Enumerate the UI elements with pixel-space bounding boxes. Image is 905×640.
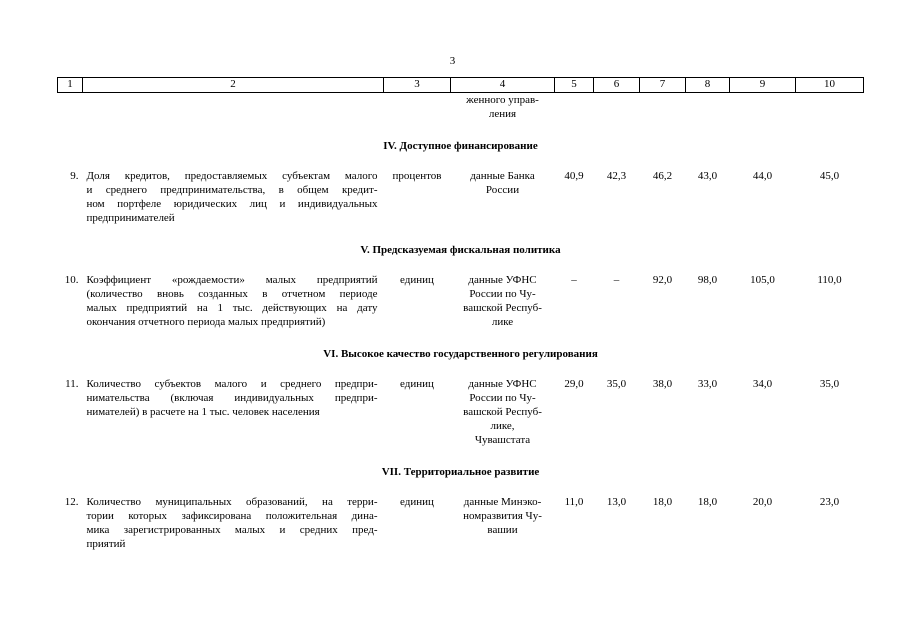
source-line: лике, (490, 420, 515, 432)
value-cell: 35,0 (819, 378, 840, 390)
row-number: 11. (65, 378, 79, 390)
source-line: ления (488, 108, 517, 120)
indicator-row (58, 169, 864, 225)
source-cell (451, 169, 555, 225)
description-line: (количество вновь созданных в отчетном периоде (86, 288, 378, 300)
section-heading-row (58, 121, 864, 169)
source-line: России по Чу- (469, 392, 536, 404)
source-line: женного управ- (466, 94, 539, 106)
value-cell: 18,0 (697, 496, 718, 508)
indicators-table (57, 77, 864, 551)
description-line: окончания отчетного периода малых предприятий) (86, 316, 326, 328)
section-title: IV. Доступное финансирование (383, 140, 538, 152)
indicator-description (83, 169, 384, 225)
value-cell: 43,0 (697, 170, 718, 182)
value-cell: 35,0 (606, 378, 627, 390)
value-cell: 34,0 (752, 378, 773, 390)
value-cell: 44,0 (752, 170, 773, 182)
header-cell: 7 (640, 78, 686, 93)
source-line: России по Чу- (469, 288, 536, 300)
header-cell: 8 (686, 78, 730, 93)
description-line: малых предприятий на 1 тыс. действующих на дату (86, 302, 378, 314)
description-line: тории которых зафиксирована положительная дина- (86, 510, 378, 522)
continuation-source (451, 93, 555, 122)
header-cell: 5 (555, 78, 594, 93)
description-line: предпринимателей (86, 212, 175, 224)
description-line: Коэффициент «рождаемости» малых предприятий (86, 274, 378, 286)
value-cell: 42,3 (606, 170, 627, 182)
section-title: VI. Высокое качество государственного регулирования (323, 348, 598, 360)
source-line: вашской Респуб- (463, 302, 542, 314)
header-cell: 4 (451, 78, 555, 93)
source-line: данные УФНС (468, 378, 537, 390)
source-line: России (485, 184, 520, 196)
source-line: номразвития Чу- (463, 510, 542, 522)
row-number: 10. (64, 274, 79, 286)
value-cell: 110,0 (817, 274, 842, 286)
description-line: мика зарегистрированных малых и средних пред- (86, 524, 378, 536)
value-cell: – (613, 274, 620, 286)
section-heading-row (58, 329, 864, 377)
value-cell: – (571, 274, 577, 286)
value-cell: 18,0 (652, 496, 673, 508)
value-cell: 29,0 (564, 378, 584, 390)
source-cell (451, 377, 555, 447)
row-number: 12. (64, 496, 79, 508)
header-cell: 3 (384, 78, 451, 93)
value-cell: 40,9 (564, 170, 584, 182)
description-line: ном портфеле юридических лиц и индивидуальных (86, 198, 378, 210)
section-heading-row (58, 447, 864, 495)
source-line: вашии (487, 524, 518, 536)
value-cell: 11,0 (564, 496, 584, 508)
value-cell: 20,0 (752, 496, 773, 508)
indicator-row (58, 377, 864, 447)
indicator-row (58, 273, 864, 329)
indicator-description (83, 377, 384, 447)
description-line: Доля кредитов, предоставляемых субъектам малого (86, 170, 378, 182)
source-line: Чувашстата (474, 434, 531, 446)
row-number: 9. (70, 170, 79, 182)
source-line: вашской Респуб- (463, 406, 542, 418)
section-title: V. Предсказуемая фискальная политика (360, 244, 561, 256)
source-line: данные УФНС (468, 274, 537, 286)
value-cell: 105,0 (750, 274, 775, 286)
source-line: лике (491, 316, 514, 328)
source-line: данные Банка (470, 170, 535, 182)
unit-cell: единиц (400, 378, 434, 390)
source-cell (451, 495, 555, 551)
header-row (58, 78, 864, 93)
value-cell: 13,0 (606, 496, 627, 508)
value-cell: 45,0 (819, 170, 840, 182)
value-cell: 98,0 (697, 274, 718, 286)
description-line: нимательства (включая индивидуальных предпри- (86, 392, 378, 404)
description-line: Количество субъектов малого и среднего предпри- (86, 378, 378, 390)
value-cell: 23,0 (819, 496, 840, 508)
value-cell: 92,0 (652, 274, 673, 286)
header-cell: 6 (594, 78, 640, 93)
unit-cell: процентов (392, 170, 442, 182)
indicator-row (58, 495, 864, 551)
description-line: и среднего предпринимательства, в общем кредит- (86, 184, 378, 196)
source-cell (451, 273, 555, 329)
section-title: VII. Территориальное развитие (381, 466, 540, 478)
description-line: Количество муниципальных образований, на терри- (86, 496, 378, 508)
value-cell: 33,0 (697, 378, 718, 390)
header-cell: 10 (796, 78, 864, 93)
value-cell: 46,2 (652, 170, 673, 182)
indicator-description (83, 495, 384, 551)
unit-cell: единиц (400, 274, 434, 286)
page-number: 3 (449, 55, 456, 67)
header-cell: 1 (58, 78, 83, 93)
description-line: приятий (86, 538, 126, 550)
unit-cell: единиц (400, 496, 434, 508)
header-cell: 2 (83, 78, 384, 93)
section-heading-row (58, 225, 864, 273)
header-cell: 9 (730, 78, 796, 93)
indicator-description (83, 273, 384, 329)
description-line: нимателей) в расчете на 1 тыс. человек населения (86, 406, 320, 418)
value-cell: 38,0 (652, 378, 673, 390)
source-line: данные Минэко- (463, 496, 542, 508)
continuation-row (58, 93, 864, 122)
